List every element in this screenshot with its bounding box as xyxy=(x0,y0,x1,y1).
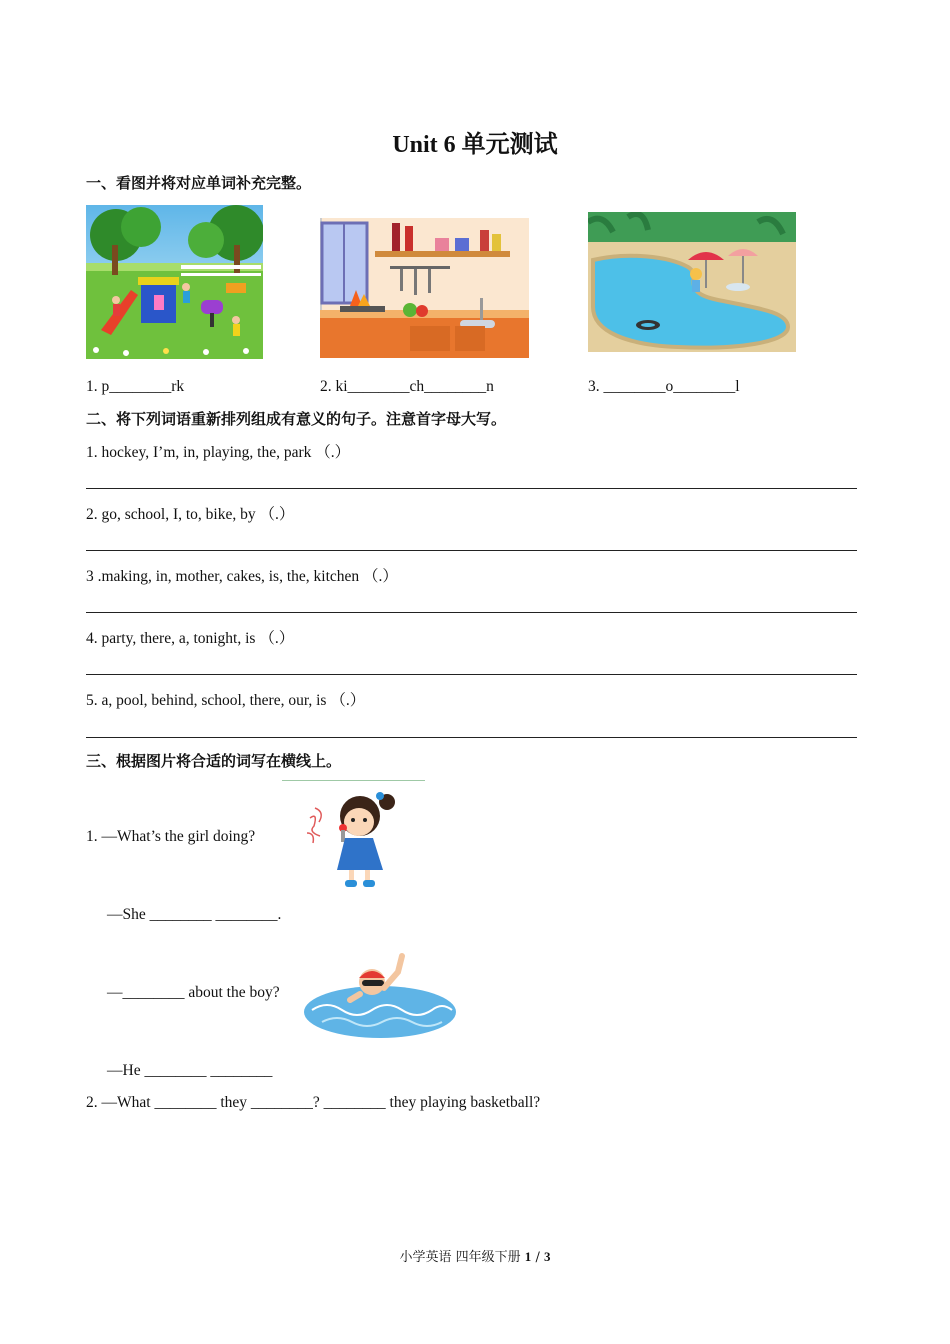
pool-picture xyxy=(588,212,796,352)
fill-word-1: 1. p________rk xyxy=(86,378,185,395)
section-3-heading: 三、根据图片将合适的词写在横线上。 xyxy=(86,752,342,770)
question-girl: 1. —What’s the girl doing? xyxy=(86,828,256,845)
answer-line-1 xyxy=(86,488,857,489)
page-footer xyxy=(0,1246,950,1265)
boy-swimming-picture xyxy=(302,950,457,1042)
answer-line-3 xyxy=(86,612,857,613)
question-2: 2. —What ________ they ________? ________ they playing basketball? xyxy=(86,1094,541,1111)
park-picture xyxy=(86,205,263,359)
footer-page: 1 xyxy=(524,1249,532,1264)
girl-singing-picture xyxy=(305,788,400,892)
reorder-item-1: 1. hockey, I’m, in, playing, the, park （.） xyxy=(86,444,351,461)
footer-sep: / xyxy=(535,1250,540,1265)
reorder-item-5: 5. a, pool, behind, school, there, our, is （.） xyxy=(86,692,366,709)
section-2-heading: 二、将下列词语重新排列组成有意义的句子。注意首字母大写。 xyxy=(86,410,507,428)
answer-line-2 xyxy=(86,550,857,551)
kitchen-picture xyxy=(320,218,529,358)
reorder-item-3: 3 .making, in, mother, cakes, is, the, kitchen （.） xyxy=(86,568,398,585)
answer-line-5 xyxy=(86,737,857,738)
reorder-item-4: 4. party, there, a, tonight, is （.） xyxy=(86,630,295,647)
answer-she: —She ________ ________. xyxy=(107,906,282,923)
footer-total: 3 xyxy=(543,1249,551,1264)
page-title: Unit 6 单元测试 xyxy=(392,132,558,158)
fill-word-2: 2. ki________ch________n xyxy=(320,378,494,395)
reorder-item-2: 2. go, school, I, to, bike, by （.） xyxy=(86,506,295,523)
section-1-heading: 一、看图并将对应单词补充完整。 xyxy=(86,174,312,192)
fill-word-3: 3. ________o________l xyxy=(588,378,740,395)
question-boy: —________ about the boy? xyxy=(107,984,280,1001)
decorative-line xyxy=(282,780,425,781)
answer-he: —He ________ ________ xyxy=(107,1062,273,1079)
footer-text: 小学英语 四年级下册 xyxy=(399,1250,521,1265)
answer-line-4 xyxy=(86,674,857,675)
